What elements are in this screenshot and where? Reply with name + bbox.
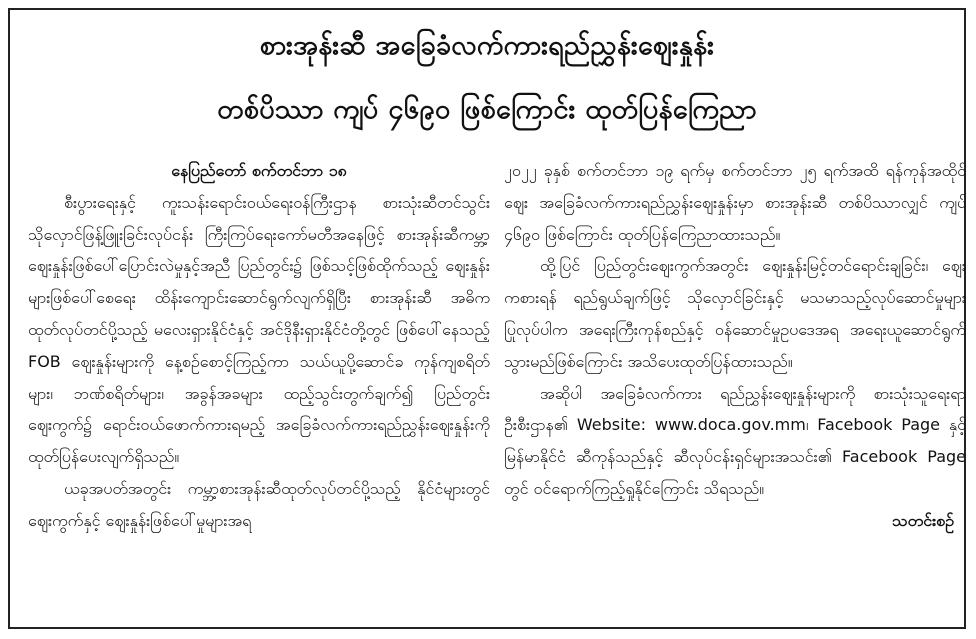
paragraph: စီးပွားရေးနှင့် ကူးသန်းရောင်းဝယ်ရေးဝန်ကြီးဌာန စားသုံးဆီတင်သွင်းသိုလှောင်ဖြန့်ဖြူးခြင်းလုပ်ငန်း ကြီးကြပ်ရေးကော်မတီအနေဖြင့် စားအုန်းဆီကမ္ဘာ့ဈေးနှုန်းဖြစ်ပေါ်ပြောင်းလဲမှုနှင့်အညီ ပြည်တွင်း၌ ဖြစ်သင့်ဖြစ်ထိုက်သည့် ဈေးနှုန်းများဖြစ်ပေါ်စေရေး ထိန်းကျောင်းဆောင်ရွက်လျက်ရှိပြီး စားအုန်းဆီ အဓိကထုတ်လုပ်တင်ပို့သည့် မလေးရှားနိုင်ငံနှင့် အင်ဒိုနီးရှားနိုင်ငံတို့တွင် ဖြစ်ပေါ်နေသည့် FOB ဈေးနှုန်းများကို နေ့စဉ်စောင့်ကြည့်ကာ သယ်ယူပို့ဆောင်ခ ကုန်ကျစရိတ်များ၊ ဘဏ်စရိတ်များ၊ အခွန်အခများ ထည့်သွင်းတွက်ချက်၍ ပြည်တွင်းဈေးကွက်၌ ရောင်းဝယ်ဖောက်ကားရမည့် အခြေခံလက်ကားရည်ညွှန်းဈေးနှုန်းကို ထုတ်ပြန်ပေးလျက်ရှိသည်။ [28,192,490,467]
paragraph: ယခုအပတ်အတွင်း ကမ္ဘာ့စားအုန်းဆီထုတ်လုပ်တင်ပို့သည့် နိုင်ငံများတွင် ဈေးကွက်နှင့် ဈေးနှုန်းဖြစ်ပေါ်မှုများအရ [28,478,490,530]
headline-line-2: တစ်ပိဿာ ကျပ် ၄၆၉၀ ဖြစ်ကြောင်း ထုတ်ပြန်ကြေညာ [217,94,757,125]
dateline: နေပြည်တော် စက်တင်ဘာ ၁၈ [171,161,347,180]
headline-line-1: စားအုန်းဆီ အခြေခံလက်ကားရည်ညွှန်းဈေးနှုန်း [259,30,715,61]
paragraph: အဆိုပါ အခြေခံလက်ကား ရည်ညွှန်းဈေးနှုန်းများကို စားသုံးသူရေးရာဦးစီးဌာန၏ Website: www.doca.gov.mm၊ Facebook Page နှင့် မြန်မာနိုင်ငံ ဆီကုန်သည်နှင့် ဆီလုပ်ငန်းရှင်များအသင်း၏ Facebook Page တွင် ဝင်ရောက်ကြည့်ရှုနိုင်ကြောင်း သိရသည်။ [504,383,966,498]
left-column [28,155,490,537]
paragraph: ထို့ပြင် ပြည်တွင်းဈေးကွက်အတွင်း ဈေးနှုန်းမြင့်တင်ရောင်းချခြင်း၊ ဈေးကစားရန် ရည်ရွယ်ချက်ဖြင့် သိုလှောင်ခြင်းနှင့် မသမာသည့်လုပ်ဆောင်မှုများ ပြုလုပ်ပါက အရေးကြီးကုန်စည်နှင့် ဝန်ဆောင်မှုဥပဒေအရ အရေးယူဆောင်ရွက်သွားမည်ဖြစ်ကြောင်း အသိပေးထုတ်ပြန်ထားသည်။ [504,256,966,371]
paragraph: ၂၀၂၂ ခုနှစ် စက်တင်ဘာ ၁၉ ရက်မှ စက်တင်ဘာ ၂၅ ရက်အထိ ရန်ကုန်အထိုင်ဈေး အခြေခံလက်ကားရည်ညွှန်းဈေးနှုန်းမှာ စားအုန်းဆီ တစ်ပိဿာလျှင် ကျပ် ၄၆၉၀ ဖြစ်ကြောင်း ထုတ်ပြန်ကြေညာထားသည်။ [504,161,966,244]
byline: သတင်းစဉ် [892,510,954,530]
article-frame [8,8,966,629]
right-column [504,155,966,537]
